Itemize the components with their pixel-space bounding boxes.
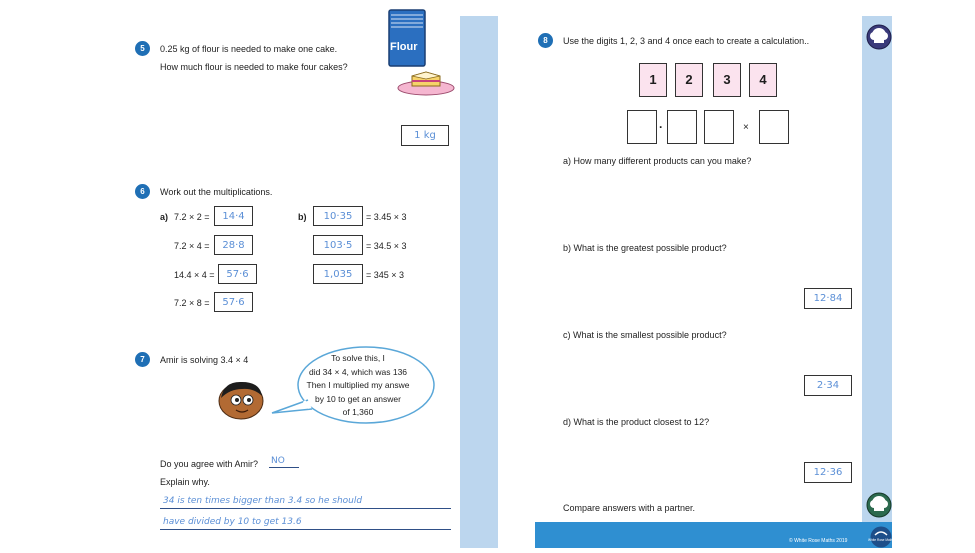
q7-prompt: Amir is solving 3.4 × 4: [160, 355, 249, 365]
q8-b-answer: 12·84: [813, 293, 843, 304]
q6-a-row3-box[interactable]: [218, 264, 257, 284]
q8-compare: Compare answers with a partner.: [563, 503, 696, 513]
q5-answer-box[interactable]: [401, 125, 449, 146]
chef-hat-icon-bottom: [866, 492, 892, 518]
calc-box-2[interactable]: [667, 110, 697, 144]
calc-box-1[interactable]: [627, 110, 657, 144]
q6-b-row2-box[interactable]: [313, 235, 363, 255]
q5-line2: How much flour is needed to make four cakes?: [160, 62, 348, 72]
q8-part-b: b) What is the greatest possible product?: [563, 243, 727, 253]
q8-part-d: d) What is the product closest to 12?: [563, 417, 710, 427]
speech-line-3: Then I multiplied my answe: [306, 380, 410, 390]
right-page-margin-strip: [862, 16, 895, 548]
q6-part-b-label: b): [298, 212, 307, 222]
q8-d-answer-box[interactable]: [804, 462, 852, 483]
left-page-margin-strip: [460, 16, 498, 548]
q6-a-row2-box[interactable]: [214, 235, 253, 255]
q5-answer: 1 kg: [414, 130, 436, 141]
q6-b-row2-expr: = 34.5 × 3: [366, 241, 407, 251]
q6-a-row2-expr: 7.2 × 4 =: [174, 241, 210, 251]
calc-box-3[interactable]: [704, 110, 734, 144]
q7-agree-line: [269, 467, 299, 468]
digit-card-2[interactable]: 2: [675, 63, 703, 97]
q8-prompt: Use the digits 1, 2, 3 and 4 once each to create a calculation..: [563, 36, 810, 46]
footer-copyright: © White Rose Maths 2019: [789, 538, 848, 544]
q6-a-row1-answer: 14·4: [222, 210, 245, 222]
speech-line-1: To solve this, I: [331, 353, 385, 363]
q8-part-a: a) How many different products can you make?: [563, 156, 752, 166]
q5-line1: 0.25 kg of flour is needed to make one cake.: [160, 44, 338, 54]
q6-a-row4-answer: 57·6: [222, 296, 245, 308]
q6-b-row1-answer: 10·35: [323, 210, 353, 222]
q6-a-row2-answer: 28·8: [222, 239, 245, 251]
footer-bar: [535, 522, 895, 548]
digit-card-3[interactable]: 3: [713, 63, 741, 97]
q6-b-row3-answer: 1,035: [323, 268, 353, 280]
q6-a-row3-expr: 14.4 × 4 =: [174, 270, 215, 280]
q6-b-row1-box[interactable]: [313, 206, 363, 226]
chef-hat-icon-top: [866, 24, 892, 50]
amir-face-icon: [216, 378, 266, 420]
q6-prompt: Work out the multiplications.: [160, 187, 273, 197]
cake-slice-icon: [396, 68, 456, 96]
flour-bag-icon: [388, 9, 426, 67]
digit-card-4[interactable]: 4: [749, 63, 777, 97]
q8-part-c: c) What is the smallest possible product?: [563, 330, 727, 340]
q6-b-row2-answer: 103·5: [323, 239, 353, 251]
q6-b-row1-expr: = 3.45 × 3: [366, 212, 407, 222]
speech-text: [296, 352, 420, 420]
question-6-badge: 6: [135, 184, 150, 199]
q8-d-answer: 12·36: [813, 467, 843, 478]
flour-label: Flour: [390, 41, 418, 53]
q7-agree-question: Do you agree with Amir?: [160, 459, 259, 469]
white-rose-maths-logo: [867, 526, 895, 548]
q6-a-row3-answer: 57·6: [226, 268, 249, 280]
question-5-badge: 5: [135, 41, 150, 56]
q6-a-row4-box[interactable]: [214, 292, 253, 312]
question-7-badge: 7: [135, 352, 150, 367]
speech-line-5: of 1,360: [342, 407, 374, 417]
q6-b-row3-expr: = 345 × 3: [366, 270, 405, 280]
q7-explain-line2[interactable]: have divided by 10 to get 13.6: [163, 517, 302, 527]
times-sign: ×: [743, 122, 749, 133]
q6-a-row4-expr: 7.2 × 8 =: [174, 298, 210, 308]
q7-write-line-1: [160, 508, 451, 509]
q7-agree-answer[interactable]: NO: [271, 456, 285, 466]
logo-text: White Rose Maths: [867, 538, 895, 542]
q7-explain-line1[interactable]: 34 is ten times bigger than 3.4 so he should: [163, 496, 363, 506]
digit-card-1[interactable]: 1: [639, 63, 667, 97]
q6-a-row1-expr: 7.2 × 2 =: [174, 212, 210, 222]
q8-c-answer: 2·34: [816, 380, 840, 391]
q6-b-row3-box[interactable]: [313, 264, 363, 284]
speech-line-2: did 34 × 4, which was 136: [308, 366, 408, 377]
q8-c-answer-box[interactable]: [804, 375, 852, 396]
q7-explain-label: Explain why.: [160, 477, 210, 487]
q8-b-answer-box[interactable]: [804, 288, 852, 309]
q7-write-line-2: [160, 529, 451, 530]
q6-a-row1-box[interactable]: [214, 206, 253, 226]
speech-line-4: by 10 to get an answer: [314, 393, 401, 404]
calc-box-4[interactable]: [759, 110, 789, 144]
decimal-point: ·: [659, 120, 663, 134]
q6-part-a-label: a): [160, 212, 169, 222]
question-8-badge: 8: [538, 33, 553, 48]
